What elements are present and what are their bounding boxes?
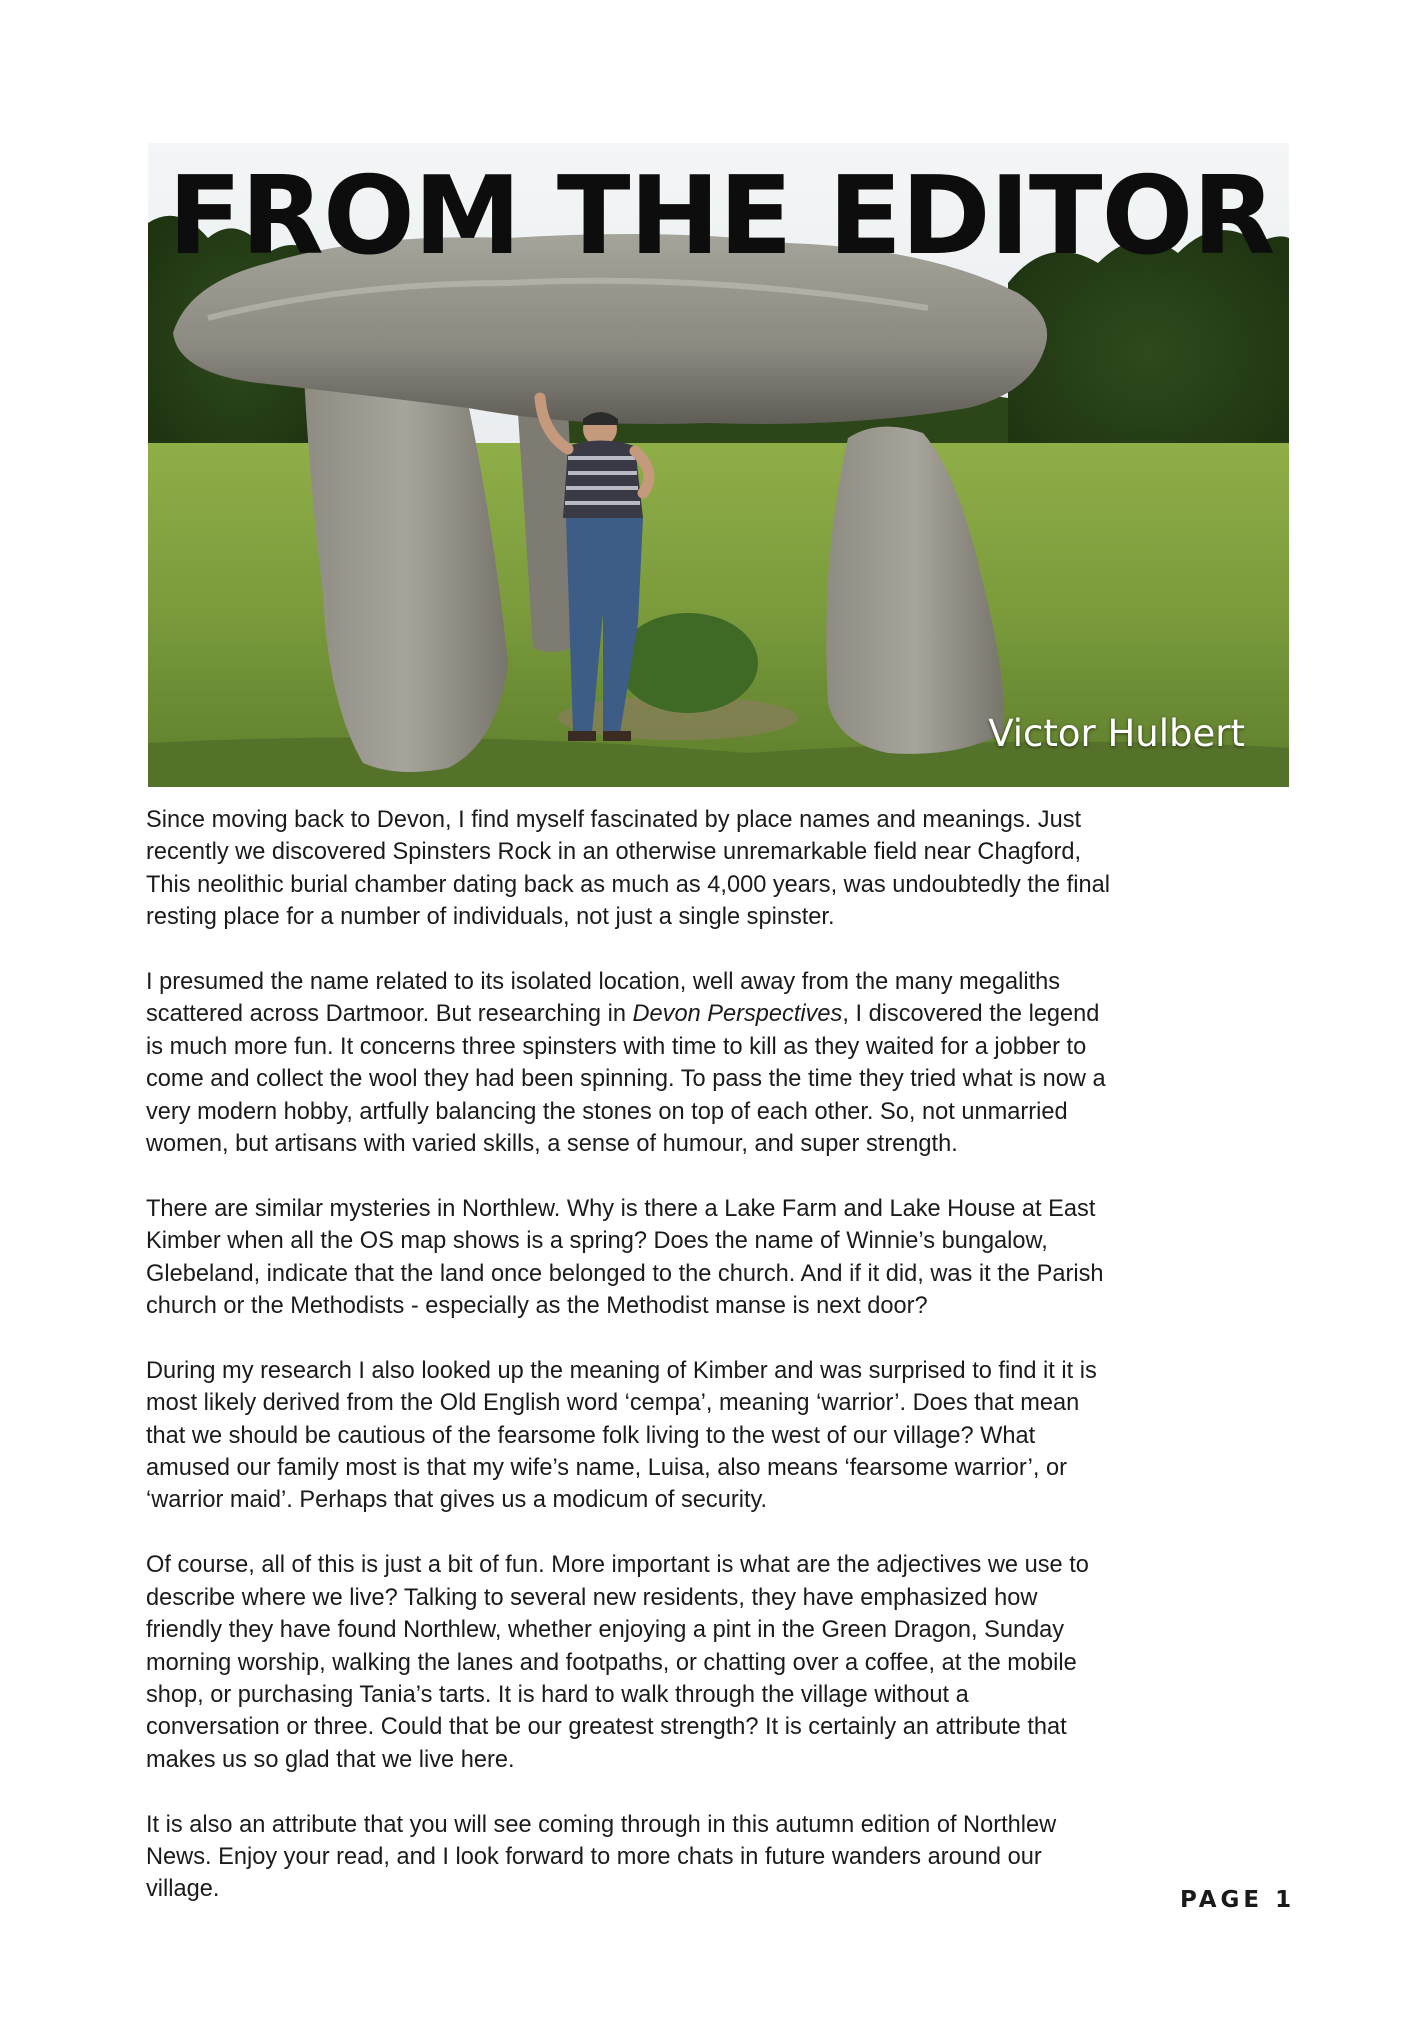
paragraph-1 — [146, 804, 1292, 934]
text-segment: scattered across Dartmoor. But researching in — [146, 1001, 633, 1028]
text-line: women, but artisans with varied skills, a sense of humour, and super strength. — [146, 1131, 958, 1158]
editorial-article — [146, 804, 1292, 1938]
text-line: is much more fun. It concerns three spinsters with time to kill as they waited for a jobber to — [146, 1033, 1087, 1060]
text-line: village. — [146, 1876, 220, 1903]
text-line: News. Enjoy your read, and I look forward to more chats in future wanders around our — [146, 1843, 1042, 1870]
text-line: It is also an attribute that you will see coming through in this autumn edition of Northlew — [146, 1811, 1057, 1838]
text-line: Since moving back to Devon, I find myself fascinated by place names and meanings. Just — [146, 807, 1082, 833]
text-line: conversation or three. Could that be our greatest strength? It is certainly an attribute that — [146, 1714, 1067, 1741]
text-line: resting place for a number of individuals, not just a single spinster. — [146, 904, 835, 931]
text-line: that we should be cautious of the fearsome folk living to the west of our village? What — [146, 1422, 1036, 1449]
text-line: Of course, all of this is just a bit of fun. More important is what are the adjectives we use to — [146, 1552, 1089, 1579]
text-line: I presumed the name related to its isolated location, well away from the many megaliths — [146, 969, 1061, 996]
photo-caption: Victor Hulbert — [988, 712, 1245, 755]
text-line: recently we discovered Spinsters Rock in an otherwise unremarkable field near Chagford, — [146, 839, 1082, 866]
paragraph-6 — [146, 1809, 1292, 1906]
page-title: FROM THE EDITOR — [168, 154, 1275, 279]
text-line: makes us so glad that we live here. — [146, 1746, 515, 1773]
text-line: describe where we live? Talking to several new residents, they have emphasized how — [146, 1584, 1038, 1611]
paragraph-5 — [146, 1549, 1292, 1776]
book-title: Devon Perspectives — [632, 1001, 843, 1028]
paragraph-4 — [146, 1355, 1292, 1517]
text-line: morning worship, walking the lanes and footpaths, or chatting over a coffee, at the mobile — [146, 1649, 1077, 1676]
text-line: shop, or purchasing Tania’s tarts. It is hard to walk through the village without a — [146, 1681, 969, 1708]
text-line: church or the Methodists - especially as the Methodist manse is next door? — [146, 1293, 928, 1320]
text-line: come and collect the wool they had been spinning. To pass the time they tried what is now a — [146, 1066, 1106, 1093]
paragraph-2 — [146, 966, 1292, 1160]
text-line: ‘warrior maid’. Perhaps that gives us a modicum of security. — [146, 1487, 768, 1514]
text-line: most likely derived from the Old English word ‘cempa’, meaning ‘warrior’. Does that mean — [146, 1390, 1080, 1417]
text-line: friendly they have found Northlew, whether enjoying a pint in the Green Dragon, Sunday — [146, 1617, 1065, 1644]
text-line: This neolithic burial chamber dating back as much as 4,000 years, was undoubtedly the final — [146, 871, 1110, 898]
text-line — [146, 998, 1292, 1030]
text-segment: , I discovered the legend — [842, 1001, 1100, 1028]
text-line: During my research I also looked up the meaning of Kimber and was surprised to find it it is — [146, 1357, 1097, 1384]
text-line: There are similar mysteries in Northlew. Why is there a Lake Farm and Lake House at East — [146, 1195, 1096, 1222]
page-number: PAGE 1 — [1180, 1887, 1296, 1913]
paragraph-3 — [146, 1193, 1292, 1323]
text-line: very modern hobby, artfully balancing the stones on top of each other. So, not unmarried — [146, 1098, 1068, 1125]
text-line: Kimber when all the OS map shows is a spring? Does the name of Winnie’s bungalow, — [146, 1228, 1048, 1255]
text-line: Glebeland, indicate that the land once belonged to the church. And if it did, was it the Parish — [146, 1260, 1104, 1287]
text-line: amused our family most is that my wife’s name, Luisa, also means ‘fearsome warrior’, or — [146, 1455, 1067, 1482]
hero-photo — [148, 143, 1289, 787]
